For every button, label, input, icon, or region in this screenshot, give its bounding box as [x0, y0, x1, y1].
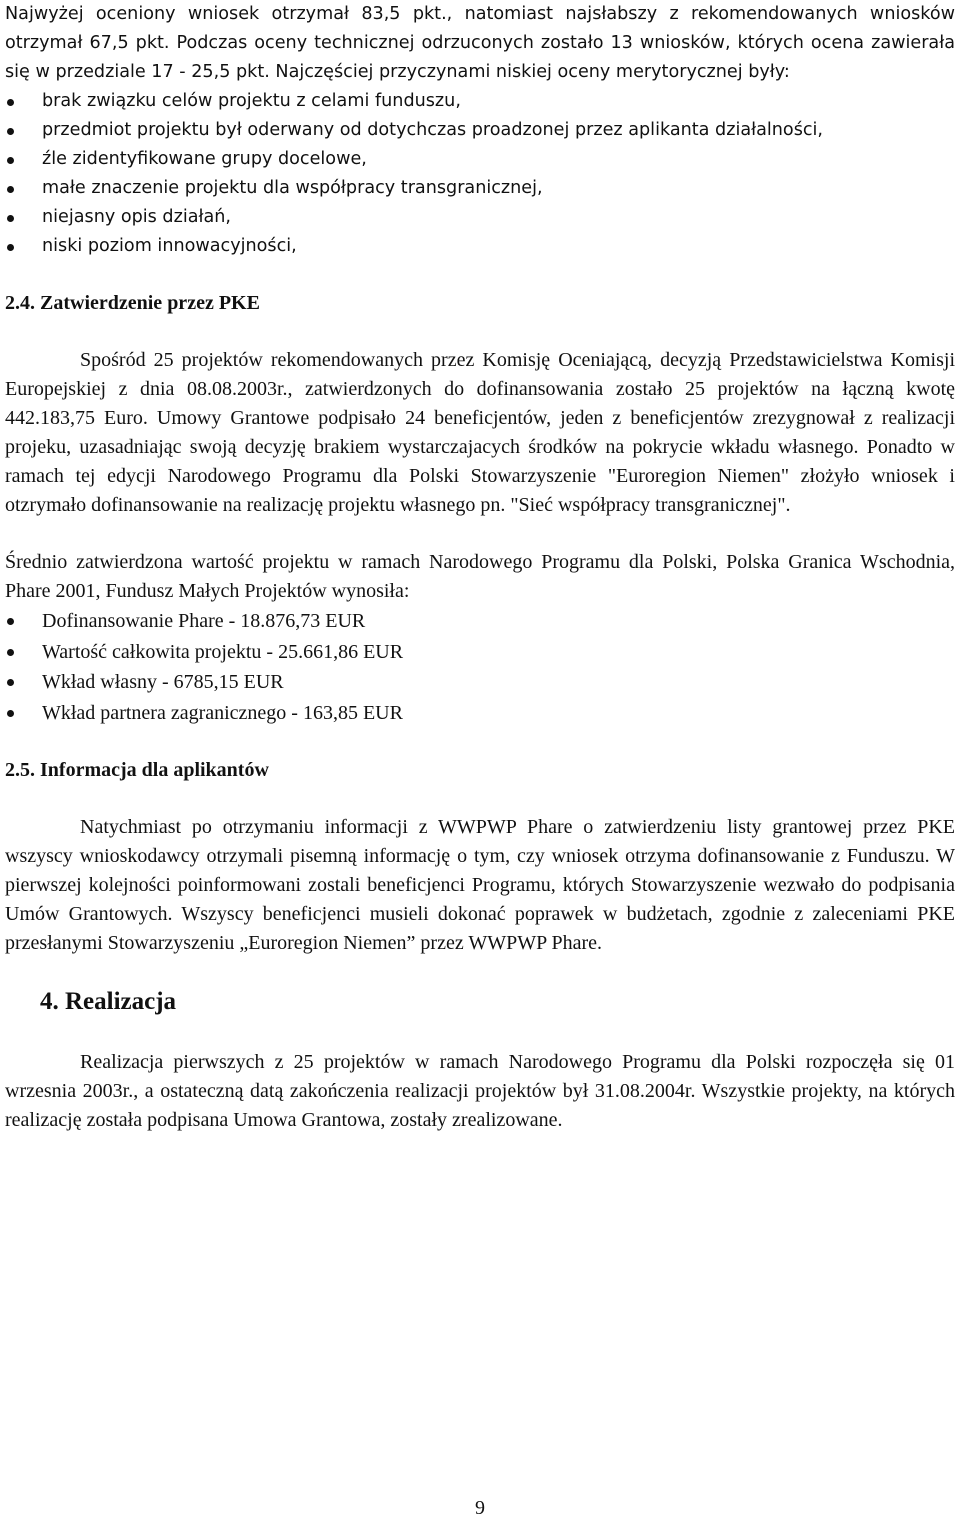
list-item: źle zidentyfikowane grupy docelowe,	[5, 145, 955, 174]
page-number: 9	[475, 1497, 485, 1519]
list-item: niejasny opis działań,	[5, 203, 955, 232]
section-heading-2-5: 2.5. Informacja dla aplikantów	[5, 759, 269, 781]
document-page	[5, 0, 955, 1135]
section-heading-2-4: 2.4. Zatwierdzenie przez PKE	[5, 292, 260, 314]
list-item: Wkład partnera zagranicznego - 163,85 EUR	[5, 698, 955, 729]
section-2-4-paragraph-1: Spośród 25 projektów rekomendowanych przez Komisję Oceniającą, decyzją Przedstawicielstwa Komisji Europejskiej z dnia 08.08.2003r., zatwierdzonych do dofinansowania zostało 25 projektów na łączną kwotę 442.183,75 Euro. Umowy Grantowe podpisało 24 beneficjentów, jeden z beneficjentów zrezygnował z realizacji projeku, uzasadniając swoją decyzję brakiem wystarczajacych środków na pokrycie wkładu własnego. Ponadto w ramach tej edycji Narodowego Programu dla Polski Stowarzyszenie "Euroregion Niemen" złożyło wniosek i otzrymało dofinansowanie na realizację projektu własnego pn. "Sieć współpracy transgranicznej".	[5, 349, 955, 516]
list-item: małe znaczenie projektu dla współpracy transgranicznej,	[5, 174, 955, 203]
section-4-paragraph: Realizacja pierwszych z 25 projektów w ramach Narodowego Programu dla Polski rozpoczęła się 01 wrzesnia 2003r., a ostateczną datą zakończenia realizacji projektów był 31.08.2004r. Wszystkie projekty, na których realizację została podpisana Umowa Grantowa, zostały zrealizowane.	[5, 1051, 955, 1131]
list-item: przedmiot projektu był oderwany od dotychczas proadzonej przez aplikanta działalności,	[5, 116, 955, 145]
list-item: Wkład własny - 6785,15 EUR	[5, 667, 955, 698]
intro-paragraph: Najwyżej oceniony wniosek otrzymał 83,5 pkt., natomiast najsłabszy z rekomendowanych wniosków otrzymał 67,5 pkt. Podczas oceny technicznej odrzuconych zostało 13 wniosków, których ocena zawierała się w przedziale 17 - 25,5 pkt. Najczęściej przyczynami niskiej oceny merytorycznej były:	[5, 4, 955, 82]
list-item: Dofinansowanie Phare - 18.876,73 EUR	[5, 606, 955, 637]
section-2-4-paragraph-2: Średnio zatwierdzona wartość projektu w ramach Narodowego Programu dla Polski, Polska Granica Wschodnia, Phare 2001, Fundusz Małych Projektów wynosiła:	[5, 551, 955, 602]
list-item: Wartość całkowita projektu - 25.661,86 EUR	[5, 637, 955, 668]
section-2-5-paragraph: Natychmiast po otrzymaniu informacji z WWPWP Phare o zatwierdzeniu listy grantowej przez PKE wszyscy wnioskodawcy otrzymali pisemną informację o tym, czy wniosek otrzyma dofinansowanie z Funduszu. W pierwszej kolejności poinformowani zostali beneficjenci Programu, których Stowarzyszenie wezwało do podpisania Umów Grantowych. Wszyscy beneficjenci musieli dokonać poprawek w budżetach, zgodnie z zaleceniami PKE przesłanymi Stowarzyszeniu „Euroregion Niemen” przez WWPWP Phare.	[5, 816, 955, 954]
list-item: brak związku celów projektu z celami funduszu,	[5, 87, 955, 116]
average-values-list	[5, 606, 955, 728]
low-score-reasons-list	[5, 87, 955, 261]
section-heading-4: 4. Realizacja	[40, 988, 177, 1015]
list-item: niski poziom innowacyjności,	[5, 232, 955, 261]
